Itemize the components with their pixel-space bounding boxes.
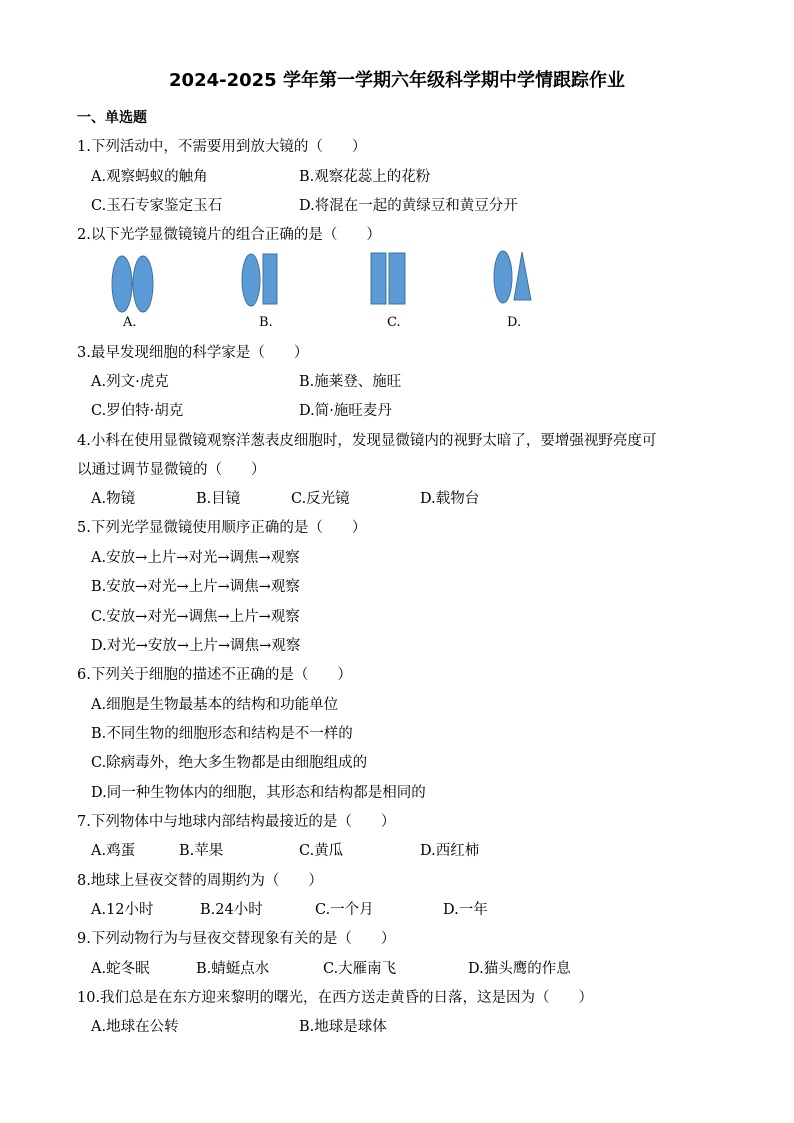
q3-option-c: C.罗伯特·胡克 [91, 403, 184, 419]
q6-option-b: B.不同生物的细胞形态和结构是不一样的 [91, 726, 353, 742]
q4-option-d: D.载物台 [420, 491, 480, 507]
q8-option-a: A.12小时 [91, 902, 154, 918]
page-title: 2024-2025 学年第一学期六年级科学期中学情跟踪作业 [169, 70, 625, 91]
convex-lens [494, 251, 512, 303]
q10-option-a: A.地球在公转 [91, 1019, 179, 1035]
question-4-stem-cont: 以通过调节显微镜的（ ） [77, 462, 266, 478]
question-6-stem: 6.下列关于细胞的描述不正确的是（ ） [77, 667, 352, 683]
q1-option-d: D.将混在一起的黄绿豆和黄豆分开 [299, 198, 518, 214]
q6-option-d: D.同一种生物体内的细胞，其形态和结构都是相同的 [91, 785, 426, 801]
q8-option-b: B.24小时 [200, 902, 263, 918]
q2-option-a: A. [123, 315, 137, 330]
question-5-stem: 5.下列光学显微镜使用顺序正确的是（ ） [77, 520, 367, 536]
q9-option-a: A.蛇冬眠 [91, 961, 150, 977]
q8-option-d: D.一年 [443, 902, 488, 918]
flat-plate [263, 254, 277, 304]
q3-option-d: D.简·施旺麦丹 [299, 403, 392, 419]
question-1-stem: 1.下列活动中，不需要用到放大镜的（ ） [77, 139, 367, 155]
q1-option-b: B.观察花蕊上的花粉 [299, 169, 431, 185]
flat-plate [389, 253, 405, 304]
q9-option-c: C.大雁南飞 [323, 961, 397, 977]
convex-lens [242, 254, 260, 306]
q3-option-a: A.列文·虎克 [91, 374, 169, 390]
question-2-stem: 2.以下光学显微镜镜片的组合正确的是（ ） [77, 227, 381, 243]
q2-option-c: C. [387, 315, 401, 330]
question-3-stem: 3.最早发现细胞的科学家是（ ） [77, 345, 309, 361]
q6-option-a: A.细胞是生物最基本的结构和功能单位 [91, 697, 339, 713]
prism [514, 252, 531, 300]
q5-option-a: A.安放→上片→对光→调焦→观察 [91, 550, 300, 566]
q6-option-c: C.除病毒外，绝大多生物都是由细胞组成的 [91, 755, 368, 771]
q5-option-c: C.安放→对光→调焦→上片→观察 [91, 609, 300, 625]
q8-option-c: C.一个月 [315, 902, 374, 918]
q1-option-c: C.玉石专家鉴定玉石 [91, 198, 223, 214]
question-10-stem: 10.我们总是在东方迎来黎明的曙光，在西方送走黄昏的日落，这是因为（ ） [77, 990, 594, 1006]
q1-option-a: A.观察蚂蚁的触角 [91, 169, 208, 185]
q2-option-b: B. [259, 315, 273, 330]
convex-lens [112, 256, 132, 312]
question-4-stem: 4.小科在使用显微镜观察洋葱表皮细胞时，发现显微镜内的视野太暗了，要增强视野亮度可 [77, 433, 657, 449]
q5-option-b: B.安放→对光→上片→调焦→观察 [91, 579, 300, 595]
q10-option-b: B.地球是球体 [299, 1019, 387, 1035]
q7-option-b: B.苹果 [179, 843, 224, 859]
q2-option-d: D. [507, 315, 522, 330]
q4-option-b: B.目镜 [196, 491, 241, 507]
lens-diagram [100, 250, 560, 335]
q4-option-a: A.物镜 [91, 491, 136, 507]
question-7-stem: 7.下列物体中与地球内部结构最接近的是（ ） [77, 814, 396, 830]
q5-option-d: D.对光→安放→上片→调焦→观察 [91, 638, 301, 654]
q7-option-a: A.鸡蛋 [91, 843, 136, 859]
q7-option-c: C.黄瓜 [299, 843, 344, 859]
flat-plate [371, 253, 386, 304]
q3-option-b: B.施莱登、施旺 [299, 374, 402, 390]
q9-option-d: D.猫头鹰的作息 [468, 961, 571, 977]
q7-option-d: D.西红柿 [420, 843, 480, 859]
convex-lens [133, 256, 153, 312]
q4-option-c: C.反光镜 [291, 491, 350, 507]
question-8-stem: 8.地球上昼夜交替的周期约为（ ） [77, 873, 323, 889]
question-9-stem: 9.下列动物行为与昼夜交替现象有关的是（ ） [77, 931, 396, 947]
q9-option-b: B.蜻蜓点水 [196, 961, 270, 977]
section-heading: 一、单选题 [77, 110, 147, 126]
